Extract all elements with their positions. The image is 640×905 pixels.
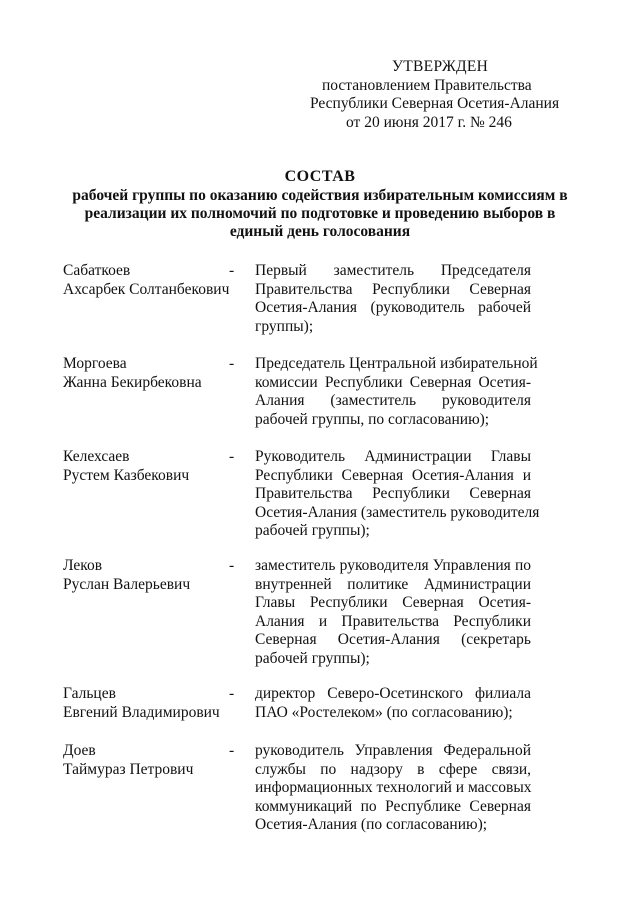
role-line: Главы Республики Северная Осетия- (255, 594, 531, 611)
role-line: руководитель Управления Федеральной (255, 742, 531, 759)
role-line: комиссии Республики Северная Осетия- (255, 373, 531, 391)
member-role (255, 262, 531, 336)
role-line: Алания (заместитель руководителя (255, 392, 531, 409)
member-given-names: Таймураз Петрович (63, 760, 194, 778)
member-surname: Сабаткоев (63, 262, 131, 279)
member-role (255, 742, 531, 835)
member-dash: - (229, 557, 235, 574)
role-line: информационных технологий и массовых (255, 779, 532, 796)
member-role (255, 448, 540, 541)
member-role (255, 557, 531, 668)
member-role (255, 355, 538, 429)
role-line: Осетия-Алания (заместитель руководителя (255, 503, 540, 521)
role-line: Правительства Республики Северная (255, 280, 531, 298)
member-given-names: Евгений Владимирович (63, 703, 220, 721)
document-subtitle (40, 187, 600, 241)
approval-stamp (290, 58, 580, 132)
role-line: директор Северо-Осетинского филиала (255, 685, 531, 702)
member-given-names: Жанна Бекирбековна (63, 373, 202, 391)
role-line: Республики Северная Осетия-Алания и (255, 466, 531, 484)
approval-line: постановлением Правительства (322, 76, 532, 94)
approval-date-number: от 20 июня 2017 г. № 246 (346, 113, 512, 131)
role-line: Осетия-Алания (руководитель рабочей (255, 299, 531, 316)
role-line: Северная Осетия-Алания (секретарь (255, 631, 531, 648)
role-line: Алания и Правительства Республики (255, 612, 531, 630)
role-line: Руководитель Администрации Главы (255, 448, 531, 465)
member-name (63, 557, 238, 594)
member-name (63, 262, 238, 299)
member-surname: Моргоева (63, 355, 127, 372)
member-surname: Келехсаев (63, 448, 130, 465)
role-line: Осетия-Алания (по согласованию); (255, 816, 488, 833)
role-line: внутренней политике Администрации (255, 575, 531, 593)
member-dash: - (229, 448, 235, 465)
member-surname: Доев (63, 742, 96, 759)
role-line: рабочей группы); (255, 649, 370, 667)
member-dash: - (229, 355, 235, 372)
member-dash: - (229, 262, 235, 279)
member-surname: Гальцев (63, 685, 116, 702)
role-line: заместитель руководителя Управления по (255, 557, 531, 574)
member-given-names: Ахсарбек Солтанбекович (63, 280, 230, 298)
role-line: Председатель Центральной избирательной (255, 355, 538, 372)
member-name (63, 448, 238, 485)
role-line: рабочей группы, по согласованию); (255, 410, 490, 428)
subtitle-line: рабочей группы по оказанию содействия избирательным комиссиям в (72, 187, 568, 204)
subtitle-line: реализации их полномочий по подготовке и проведению выборов в (84, 205, 556, 222)
role-line: Первый заместитель Председателя (255, 262, 531, 279)
approval-line: Республики Северная Осетия-Алания (310, 95, 560, 112)
member-dash: - (229, 685, 235, 702)
member-name (63, 355, 238, 392)
document-title: СОСТАВ (284, 168, 356, 185)
member-name (63, 685, 238, 722)
member-surname: Леков (63, 557, 103, 574)
member-given-names: Рустем Казбекович (63, 466, 190, 484)
role-line: ПАО «Ростелеком» (по согласованию); (255, 703, 513, 721)
role-line: службы по надзору в сфере связи, (255, 760, 531, 778)
role-line: коммуникаций по Республике Северная (255, 797, 531, 815)
member-given-names: Руслан Валерьевич (63, 575, 191, 593)
role-line: Правительства Республики Северная (255, 485, 531, 502)
approval-heading: УТВЕРЖДЕН (392, 58, 489, 75)
member-name (63, 742, 238, 779)
member-role (255, 685, 531, 722)
role-line: рабочей группы); (255, 522, 370, 539)
subtitle-line: единый день голосования (229, 223, 411, 240)
role-line: группы); (255, 317, 314, 335)
member-dash: - (229, 742, 235, 759)
